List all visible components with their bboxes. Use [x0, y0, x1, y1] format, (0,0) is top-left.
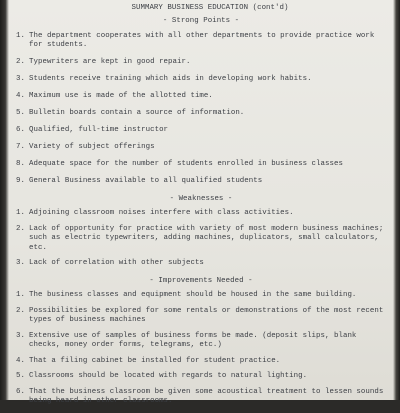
item-number: 1. [16, 209, 25, 218]
list-item [16, 291, 386, 300]
list-item [16, 259, 386, 268]
section-heading-improvements-needed: - Improvements Needed - [149, 276, 253, 285]
item-text: Adequate space for the number of students enrolled in business classes [29, 160, 343, 169]
document-body [16, 4, 386, 413]
item-number: 5. [16, 372, 25, 381]
section-heading-strong-points: - Strong Points - [162, 17, 240, 26]
item-text: That the business classroom be given some acoustical treatment to lessen sounds being heard in other classrooms. [29, 388, 384, 406]
page-shadow-right [393, 0, 400, 400]
item-number: 5. [16, 109, 25, 118]
list-item [16, 225, 386, 253]
list-item [16, 160, 386, 169]
item-number: 6. [16, 126, 25, 135]
list-item [16, 388, 386, 407]
item-text: Possibilities be explored for some rentals or demonstrations of the most recent types of business machines [29, 306, 384, 325]
item-text: Lack of correlation with other subjects [29, 259, 204, 268]
item-number: 1. [16, 31, 25, 40]
page-shadow-left [0, 0, 9, 400]
item-number: 1. [16, 291, 25, 300]
item-number: 2. [16, 224, 25, 233]
item-number: 2. [16, 306, 25, 315]
list-item [16, 32, 386, 51]
item-text: Qualified, full-time instructor [29, 126, 169, 135]
item-number: 3. [16, 259, 25, 268]
list-item [16, 143, 386, 152]
item-number: 6. [16, 388, 25, 397]
item-text: Extensive use of samples of business forms be made. (deposit slips, blank checks, money order forms, telegrams, etc.) [29, 331, 357, 350]
item-number: 9. [16, 177, 25, 186]
weaknesses-list [16, 209, 386, 269]
item-text: Lack of opportunity for practice with variety of most modern business machines; such as electric typewriters, adding machines, duplicators, small calculators, etc. [29, 224, 384, 252]
item-number: 7. [16, 143, 25, 152]
item-number: 2. [16, 58, 25, 67]
item-text: Typewriters are kept in good repair. [29, 58, 191, 67]
item-number: 3. [16, 75, 25, 84]
item-text: The department cooperates with all other departments to provide practice work for students. [29, 31, 375, 50]
list-item [16, 357, 386, 366]
item-text: Bulletin boards contain a source of information. [29, 109, 245, 118]
list-item [16, 109, 386, 118]
item-number: 3. [16, 331, 25, 340]
strong-points-list [16, 32, 386, 187]
list-item [16, 307, 386, 326]
item-text: Variety of subject offerings [29, 143, 155, 152]
item-text: Classrooms should be located with regards to natural lighting. [29, 372, 308, 381]
item-text: Maximum use is made of the allotted time. [29, 92, 213, 101]
item-number: 4. [16, 92, 25, 101]
list-item [16, 58, 386, 67]
item-text: Adjoining classroom noises interfere with class activities. [29, 209, 294, 218]
list-item [16, 332, 386, 351]
item-text: The business classes and equipment should be housed in the same building. [29, 291, 357, 300]
item-text: Students receive training which aids in developing work habits. [29, 75, 312, 84]
list-item [16, 92, 386, 101]
item-number: 4. [16, 356, 25, 365]
document-title: SUMMARY BUSINESS EDUCATION (cont'd) [131, 4, 289, 12]
improvements-list [16, 291, 386, 407]
list-item [16, 372, 386, 381]
list-item [16, 209, 386, 218]
list-item [16, 75, 386, 84]
section-heading-weaknesses: - Weaknesses - [169, 194, 233, 203]
item-text: That a filing cabinet be installed for student practice. [29, 356, 281, 365]
item-number: 8. [16, 160, 25, 169]
list-item [16, 177, 386, 186]
item-text: General Business available to all qualified students [29, 177, 263, 186]
list-item [16, 126, 386, 135]
